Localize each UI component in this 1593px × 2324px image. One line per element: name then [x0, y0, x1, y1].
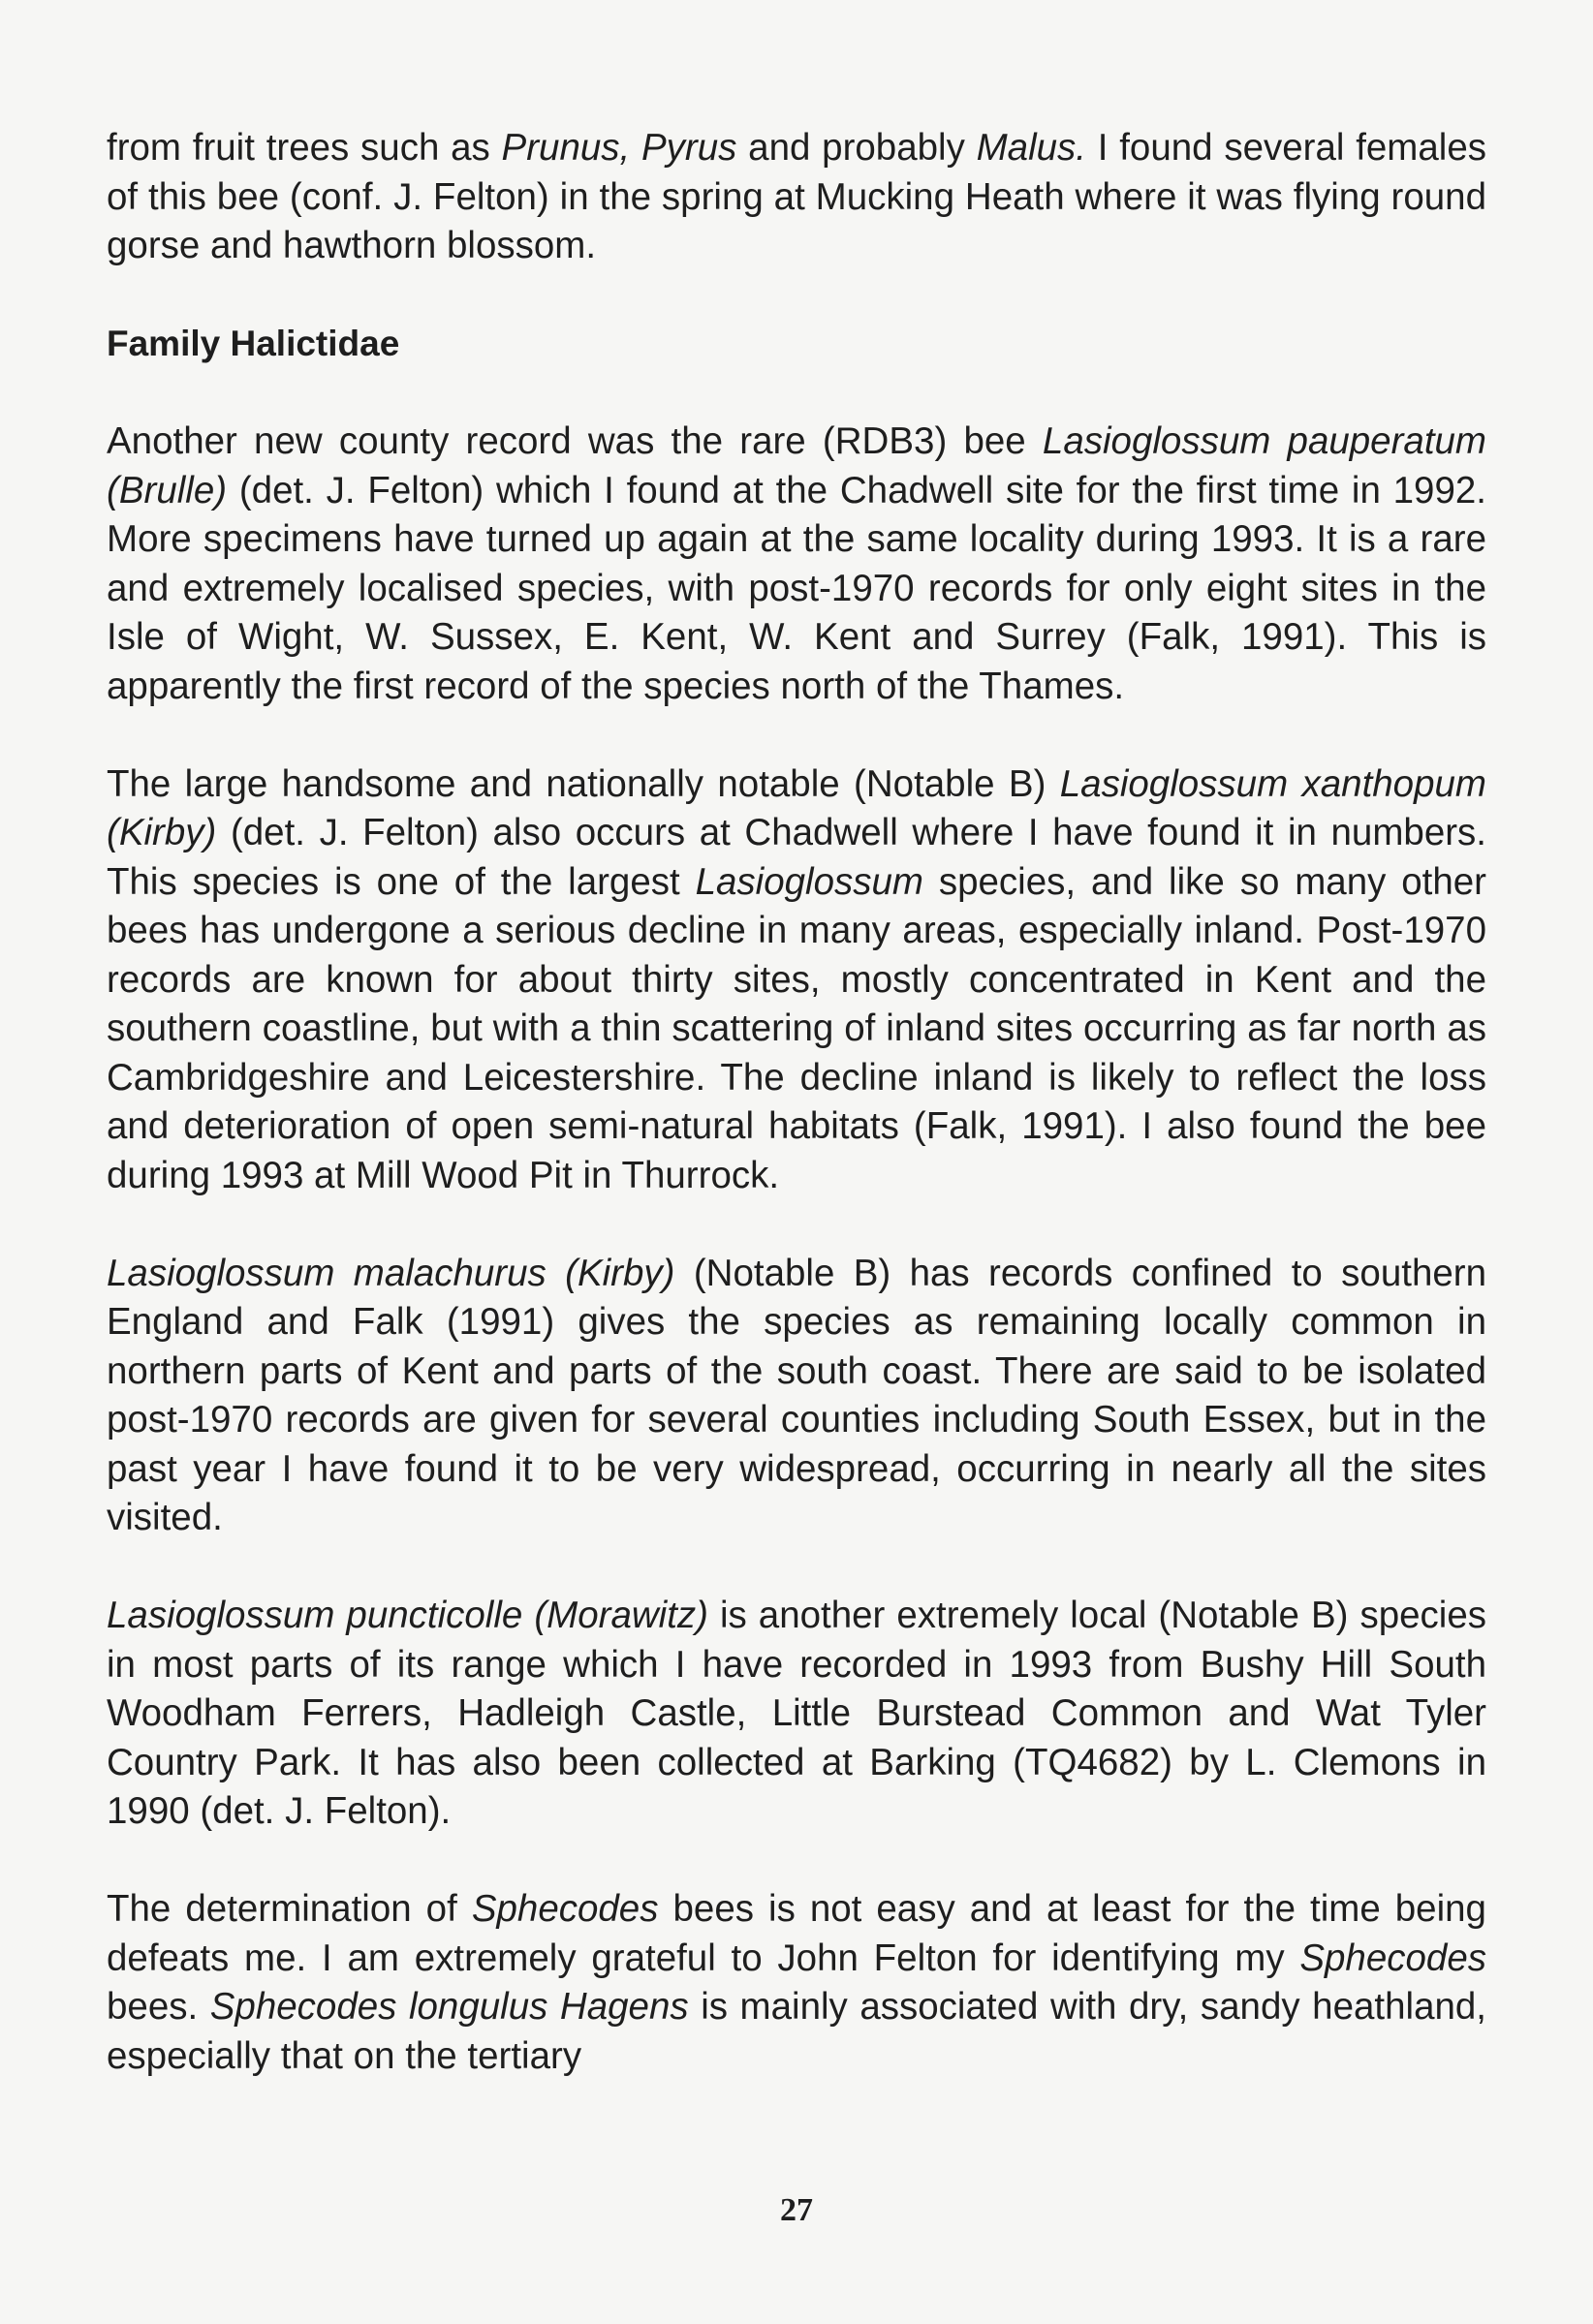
species-name: Prunus, Pyrus — [501, 127, 737, 169]
text-run: The determination of — [107, 1888, 472, 1930]
species-name: Malus. — [976, 127, 1087, 169]
species-name: Sphecodes — [471, 1888, 659, 1930]
paragraph-malachurus — [107, 1250, 1486, 1543]
species-name: Sphecodes — [1299, 1937, 1486, 1979]
paragraph-sphecodes — [107, 1885, 1486, 2081]
text-run: from fruit trees such as — [107, 127, 502, 169]
text-run: is mainly associated with dry, sandy heathland, especially that on the tertiary — [107, 1986, 1486, 2077]
species-name: Lasioglossum xanthopum (Kirby) — [107, 762, 1486, 853]
species-name: Lasioglossum malachurus (Kirby) — [107, 1252, 675, 1294]
text-run: species, and like so many other bees has undergone a serious decline in many areas, especially inland. Post-1970 records are known for about thirty sites, mostly concentrated in Kent and the southern coastline, but with a thin scattering of inland sites occurring as far north as Cambridgeshire and Leicestershire. The decline inland is likely to reflect the loss and deterioration of open semi-natural habitats (Falk, 1991). I also found the bee during 1993 at Mill Wood Pit in Thurrock. — [107, 860, 1486, 1196]
text-run: Another new county record was the rare (RDB3) bee — [107, 420, 1043, 462]
species-name: Lasioglossum pauperatum (Brulle) — [107, 420, 1486, 511]
paragraph-pauperatum — [107, 418, 1486, 711]
paragraph-puncticolle — [107, 1592, 1486, 1837]
text-run: I found several females of this bee (conf. J. Felton) in the spring at Mucking Heath where it was flying round gorse and hawthorn blossom. — [107, 127, 1486, 266]
species-name: Sphecodes longulus Hagens — [209, 1986, 689, 2028]
page-body — [107, 124, 1486, 2081]
paragraph-xanthopum — [107, 760, 1486, 1201]
species-name: Lasioglossum — [695, 860, 923, 903]
section-heading-halictidae — [107, 320, 1486, 369]
paragraph-fruit-trees — [107, 124, 1486, 271]
text-run: bees is not easy and at least for the time being defeats me. I am extremely grateful to John Felton for identifying my — [107, 1888, 1486, 1979]
text-run: is another extremely local (Notable B) species in most parts of its range which I have recorded in 1993 from Bushy Hill South Woodham Ferrers, Hadleigh Castle, Little Burstead Common and Wat Tyler Country Park. It has also been collected at Barking (TQ4682) by L. Clemons in 1990 (det. J. Felton). — [107, 1595, 1486, 1832]
text-run: and probably — [736, 127, 977, 169]
text-run: The large handsome and nationally notable (Notable B) — [107, 762, 1060, 805]
text-run: (Notable B) has records confined to southern England and Falk (1991) gives the species as remaining locally common in northern parts of Kent and parts of the south coast. There are said to be isolated post-1970 records are given for several counties including South Essex, but in the past year I have found it to be very widespread, occurring in nearly all the sites visited. — [107, 1252, 1487, 1538]
species-name: Lasioglossum puncticolle (Morawitz) — [107, 1595, 708, 1636]
text-run: (det. J. Felton) also occurs at Chadwell where I have found it in numbers. This species is one of the largest — [107, 812, 1486, 903]
page-number: 27 — [780, 2192, 813, 2228]
text-run: bees. — [107, 1986, 210, 2028]
text-run: (det. J. Felton) which I found at the Chadwell site for the first time in 1992. More specimens have turned up again at the same locality during 1993. It is a rare and extremely localised species, with post-1970 records for only eight sites in the Isle of Wight, W. Sussex, E. Kent, W. Kent and Surrey (Falk, 1991). This is apparently the first record of the species north of the Thames. — [107, 469, 1486, 707]
heading-text: Family Halictidae — [107, 324, 400, 363]
